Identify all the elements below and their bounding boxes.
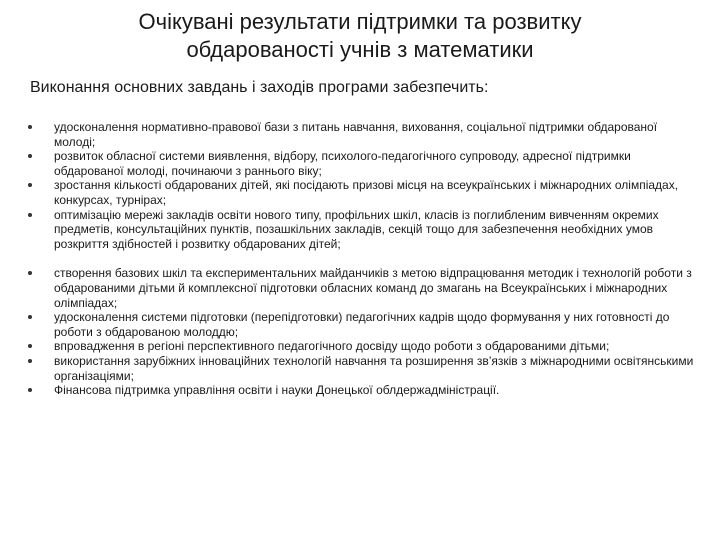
list-item-text: створення базових шкіл та експериментальних майданчиків з метою відпрацювання методик і технологій роботи з обдарованими дітьми й комплексної підготовки обласних команд до змагань на Всеукраїнських і міжнародних олімпіадах;	[54, 266, 692, 310]
list-item-text: впровадження в регіоні перспективного педагогічного досвіду щодо роботи з обдарованими дітьми;	[54, 339, 610, 354]
bullet-icon	[28, 183, 32, 187]
bullet-icon	[28, 271, 32, 275]
bullet-icon	[28, 344, 32, 348]
list-item-text: оптимізацію мережі закладів освіти нового типу, профільних шкіл, класів із поглибленим вивченням окремих предметів, консультаційних пунктів, позашкільних закладів, секцій тощо для забезпечення необхідних умов розкриття здібностей і розвитку обдарованих дітей;	[54, 207, 659, 251]
bullet-list	[28, 120, 700, 398]
list-item	[28, 120, 700, 149]
list-item-text: удосконалення нормативно-правової бази з питань навчання, виховання, соціальної підтримки обдарованої молоді;	[54, 120, 658, 149]
list-item	[28, 178, 700, 207]
list-item	[28, 266, 700, 310]
list-item-text: розвиток обласної системи виявлення, відбору, психолого-педагогічного супроводу, адресної підтримки обдарованої молоді, починаючи з раннього віку;	[54, 149, 631, 178]
list-item	[28, 354, 700, 383]
bullet-icon	[28, 359, 32, 363]
bullet-icon	[28, 315, 32, 319]
intro-text: Виконання основних завдань і заходів програми забезпечить:	[30, 79, 489, 96]
bullet-icon	[28, 388, 32, 392]
list-item	[28, 310, 700, 339]
list-item	[28, 383, 700, 398]
list-item-text: удосконалення системи підготовки (перепідготовки) педагогічних кадрів щодо формування у них готовності до роботи з обдарованою молоддю;	[54, 310, 670, 339]
bullet-icon	[28, 125, 32, 129]
list-item-text: використання зарубіжних інноваційних технологій навчання та розширення зв’язків з міжнародними освітянськими організаціями;	[54, 353, 694, 383]
list-item	[28, 208, 700, 252]
list-item	[28, 339, 700, 354]
slide-title	[60, 8, 660, 64]
list-item-text: Фінансова підтримка управління освіти і науки Донецької облдержадміністрації.	[54, 383, 500, 398]
list-item	[28, 149, 700, 178]
bullet-icon	[28, 213, 32, 217]
title-line: Очікувані результати підтримки та розвитку	[138, 9, 582, 34]
bullet-icon	[28, 154, 32, 158]
title-line: обдарованості учнів з математики	[186, 37, 534, 62]
list-item-text: зростання кількості обдарованих дітей, які посідають призові місця на всеукраїнських і міжнародних олімпіадах, конкурсах, турнірах;	[54, 178, 679, 207]
